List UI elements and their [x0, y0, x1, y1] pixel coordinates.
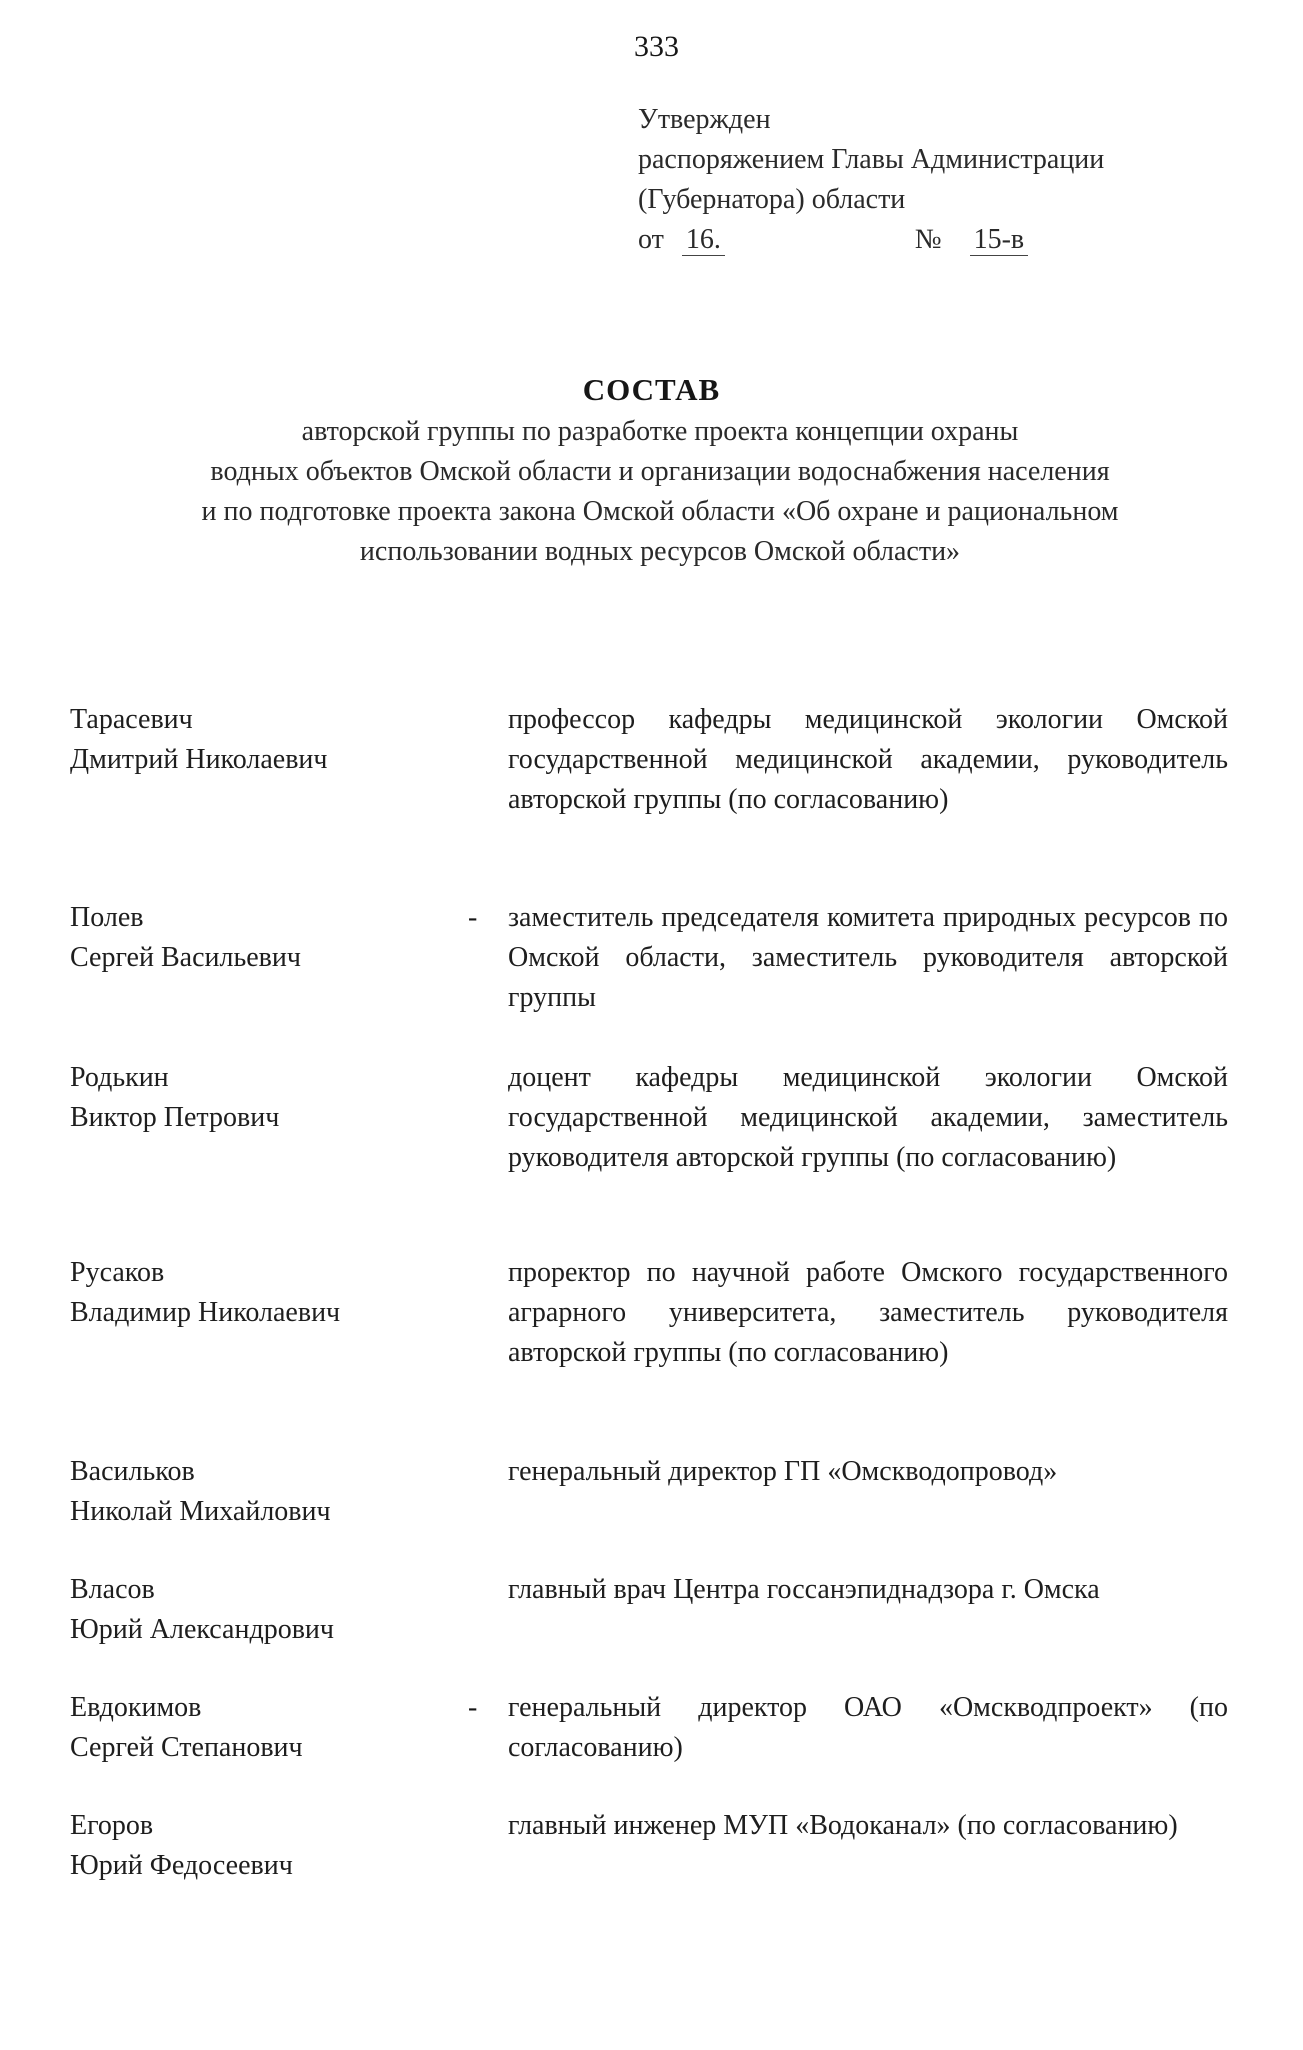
member-dash: - — [468, 902, 478, 933]
member-role: генеральный директор ОАО «Омскводпроект» (по согласованию) — [508, 1692, 1228, 1763]
member-name — [70, 898, 450, 978]
member-role: главный инженер МУП «Водоканал» (по согласованию) — [508, 1810, 1178, 1841]
member-given-names: Николай Михайлович — [70, 1496, 331, 1527]
page-number: 333 — [634, 30, 679, 63]
date-prefix: от — [638, 224, 664, 255]
member-role: главный врач Центра госсанэпиднадзора г. Омска — [508, 1574, 1100, 1605]
approval-line-2: распоряжением Главы Администрации — [638, 144, 1105, 175]
subtitle-line: и по подготовке проекта закона Омской области «Об охране и рациональном — [201, 496, 1119, 527]
member-surname: Родькин — [70, 1062, 169, 1093]
member-name — [70, 1253, 450, 1333]
member-surname: Полев — [70, 902, 144, 933]
subtitle-line: водных объектов Омской области и организации водоснабжения населения — [210, 456, 1110, 487]
member-role: профессор кафедры медицинской экологии Омской государственной медицинской академии, руководитель авторской группы (по согласованию) — [508, 704, 1228, 815]
member-given-names: Сергей Васильевич — [70, 942, 301, 973]
member-given-names: Виктор Петрович — [70, 1102, 280, 1133]
member-role: доцент кафедры медицинской экологии Омской государственной медицинской академии, заместитель руководителя авторской группы (по согласованию) — [508, 1062, 1228, 1173]
member-surname: Тарасевич — [70, 704, 193, 735]
member-name — [70, 1452, 450, 1532]
member-given-names: Владимир Николаевич — [70, 1297, 341, 1328]
member-surname: Власов — [70, 1574, 155, 1605]
subtitle-line: использовании водных ресурсов Омской области» — [359, 536, 961, 567]
member-dash: - — [468, 1692, 478, 1723]
member-name — [70, 1058, 450, 1138]
member-role: заместитель председателя комитета природных ресурсов по Омской области, заместитель руководителя авторской группы — [508, 902, 1228, 1013]
member-name — [70, 1806, 450, 1886]
member-surname: Васильков — [70, 1456, 195, 1487]
member-name — [70, 700, 450, 780]
member-given-names: Дмитрий Николаевич — [70, 744, 328, 775]
document-title: СОСТАВ — [582, 372, 721, 407]
member-surname: Русаков — [70, 1257, 165, 1288]
approval-line-3: (Губернатора) области — [638, 184, 906, 215]
member-surname: Егоров — [70, 1810, 154, 1841]
number-prefix: № — [914, 224, 942, 255]
member-name — [70, 1688, 450, 1768]
date-value: 16. — [682, 224, 725, 256]
approval-line-1: Утвержден — [638, 104, 771, 135]
member-given-names: Юрий Федосеевич — [70, 1850, 293, 1881]
member-role: генеральный директор ГП «Омскводопровод» — [508, 1456, 1058, 1487]
member-given-names: Сергей Степанович — [70, 1732, 303, 1763]
member-role: проректор по научной работе Омского государственного аграрного университета, заместитель руководителя авторской группы (по согласованию) — [508, 1257, 1228, 1368]
number-value: 15-в — [970, 224, 1029, 256]
subtitle-line: авторской группы по разработке проекта концепции охраны — [301, 416, 1019, 447]
member-surname: Евдокимов — [70, 1692, 202, 1723]
member-name — [70, 1570, 450, 1650]
member-given-names: Юрий Александрович — [70, 1614, 334, 1645]
